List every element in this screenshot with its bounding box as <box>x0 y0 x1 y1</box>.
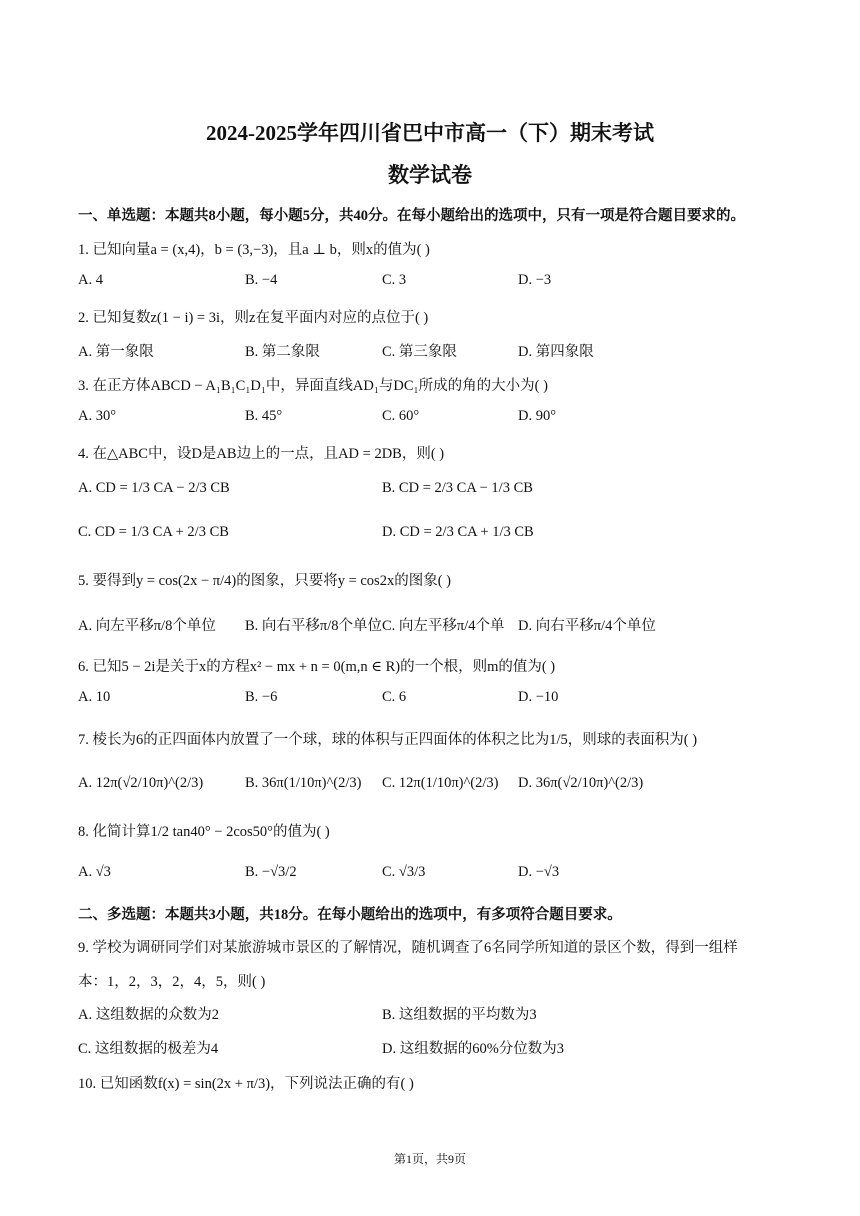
question-4-option-a: A. CD = 1/3 CA − 2/3 CB <box>78 480 230 496</box>
question-7-option-a: A. 12π(√2/10π)^(2/3) <box>78 775 204 791</box>
question-8-option-a: A. √3 <box>78 864 111 880</box>
question-5-option-b: B. 向右平移π/8个单位 <box>245 618 383 634</box>
question-9-option-b: B. 这组数据的平均数为3 <box>382 1007 537 1023</box>
question-9-option-a: A. 这组数据的众数为2 <box>78 1007 219 1023</box>
question-1-option-d: D. −3 <box>518 272 552 288</box>
question-3-stem: 3. 在正方体ABCD − A₁B₁C₁D₁中，异面直线AD₁与DC₁所成的角的大小为( ) <box>78 378 548 394</box>
question-4-option-d: D. CD = 2/3 CA + 1/3 CB <box>382 524 534 540</box>
question-1-option-b: B. −4 <box>245 272 278 288</box>
question-8-option-d: D. −√3 <box>518 864 560 880</box>
question-4-option-b: B. CD = 2/3 CA − 1/3 CB <box>382 480 533 496</box>
question-5-stem: 5. 要得到y = cos(2x − π/4)的图象，只要将y = cos2x的图象( ) <box>78 573 451 589</box>
exam-title: 2024-2025学年四川省巴中市高一（下）期末考试 <box>206 121 654 145</box>
question-7-option-d: D. 36π(√2/10π)^(2/3) <box>518 775 644 791</box>
question-6-option-b: B. −6 <box>245 689 278 705</box>
question-5-option-d: D. 向右平移π/4个单位 <box>518 618 656 634</box>
question-3-option-b: B. 45° <box>245 408 283 424</box>
question-3-option-a: A. 30° <box>78 408 117 424</box>
question-1-option-a: A. 4 <box>78 272 103 288</box>
question-1-option-c: C. 3 <box>382 272 407 288</box>
question-4-option-c: C. CD = 1/3 CA + 2/3 CB <box>78 524 229 540</box>
question-6-option-c: C. 6 <box>382 689 407 705</box>
question-8-stem: 8. 化简计算1/2 tan40° − 2cos50°的值为( ) <box>78 824 330 840</box>
question-1-stem: 1. 已知向量a = (x,4)，b = (3,−3)，且a ⊥ b，则x的值为( ) <box>78 242 430 258</box>
question-10-stem: 10. 已知函数f(x) = sin(2x + π/3)，下列说法正确的有( ) <box>78 1076 414 1092</box>
question-2-option-c: C. 第三象限 <box>382 344 457 360</box>
question-2-option-b: B. 第二象限 <box>245 344 320 360</box>
page-footer: 第1页，共9页 <box>393 1152 466 1166</box>
question-7-option-b: B. 36π(1/10π)^(2/3) <box>245 775 362 791</box>
question-5-option-c: C. 向左平移π/4个单 <box>382 618 505 634</box>
question-8-option-b: B. −√3/2 <box>245 864 297 880</box>
question-2-option-a: A. 第一象限 <box>78 344 154 360</box>
question-2-option-d: D. 第四象限 <box>518 344 594 360</box>
question-9-stem-line-2: 本：1，2，3，2，4，5，则( ) <box>78 974 266 990</box>
question-2-stem: 2. 已知复数z(1 − i) = 3i，则z在复平面内对应的点位于( ) <box>78 310 429 326</box>
question-9-option-d: D. 这组数据的60%分位数为3 <box>382 1041 565 1057</box>
exam-subtitle: 数学试卷 <box>388 163 472 187</box>
section-multiple-choice-heading: 二、多选题：本题共3小题，共18分。在每小题给出的选项中，有多项符合题目要求。 <box>78 907 622 923</box>
section-single-choice-heading: 一、单选题：本题共8小题，每小题5分，共40分。在每小题给出的选项中，只有一项是符合题目要求的。 <box>78 208 745 224</box>
question-8-option-c: C. √3/3 <box>382 864 426 880</box>
question-3-option-c: C. 60° <box>382 408 420 424</box>
question-3-option-d: D. 90° <box>518 408 557 424</box>
question-6-option-d: D. −10 <box>518 689 559 705</box>
question-6-stem: 6. 已知5 − 2i是关于x的方程x² − mx + n = 0(m,n ∈ R)的一个根，则m的值为( ) <box>78 659 556 675</box>
question-7-option-c: C. 12π(1/10π)^(2/3) <box>382 775 499 791</box>
question-7-stem: 7. 棱长为6的正四面体内放置了一个球，球的体积与正四面体的体积之比为1/5，则球的表面积为( ) <box>78 732 698 748</box>
question-9-stem-line-1: 9. 学校为调研同学们对某旅游城市景区的了解情况，随机调查了6名同学所知道的景区个数，得到一组样 <box>78 940 738 956</box>
question-6-option-a: A. 10 <box>78 689 111 705</box>
question-9-option-c: C. 这组数据的极差为4 <box>78 1041 219 1057</box>
question-4-stem: 4. 在△ABC中，设D是AB边上的一点，且AD = 2DB，则( ) <box>78 446 445 462</box>
question-5-option-a: A. 向左平移π/8个单位 <box>78 618 216 634</box>
